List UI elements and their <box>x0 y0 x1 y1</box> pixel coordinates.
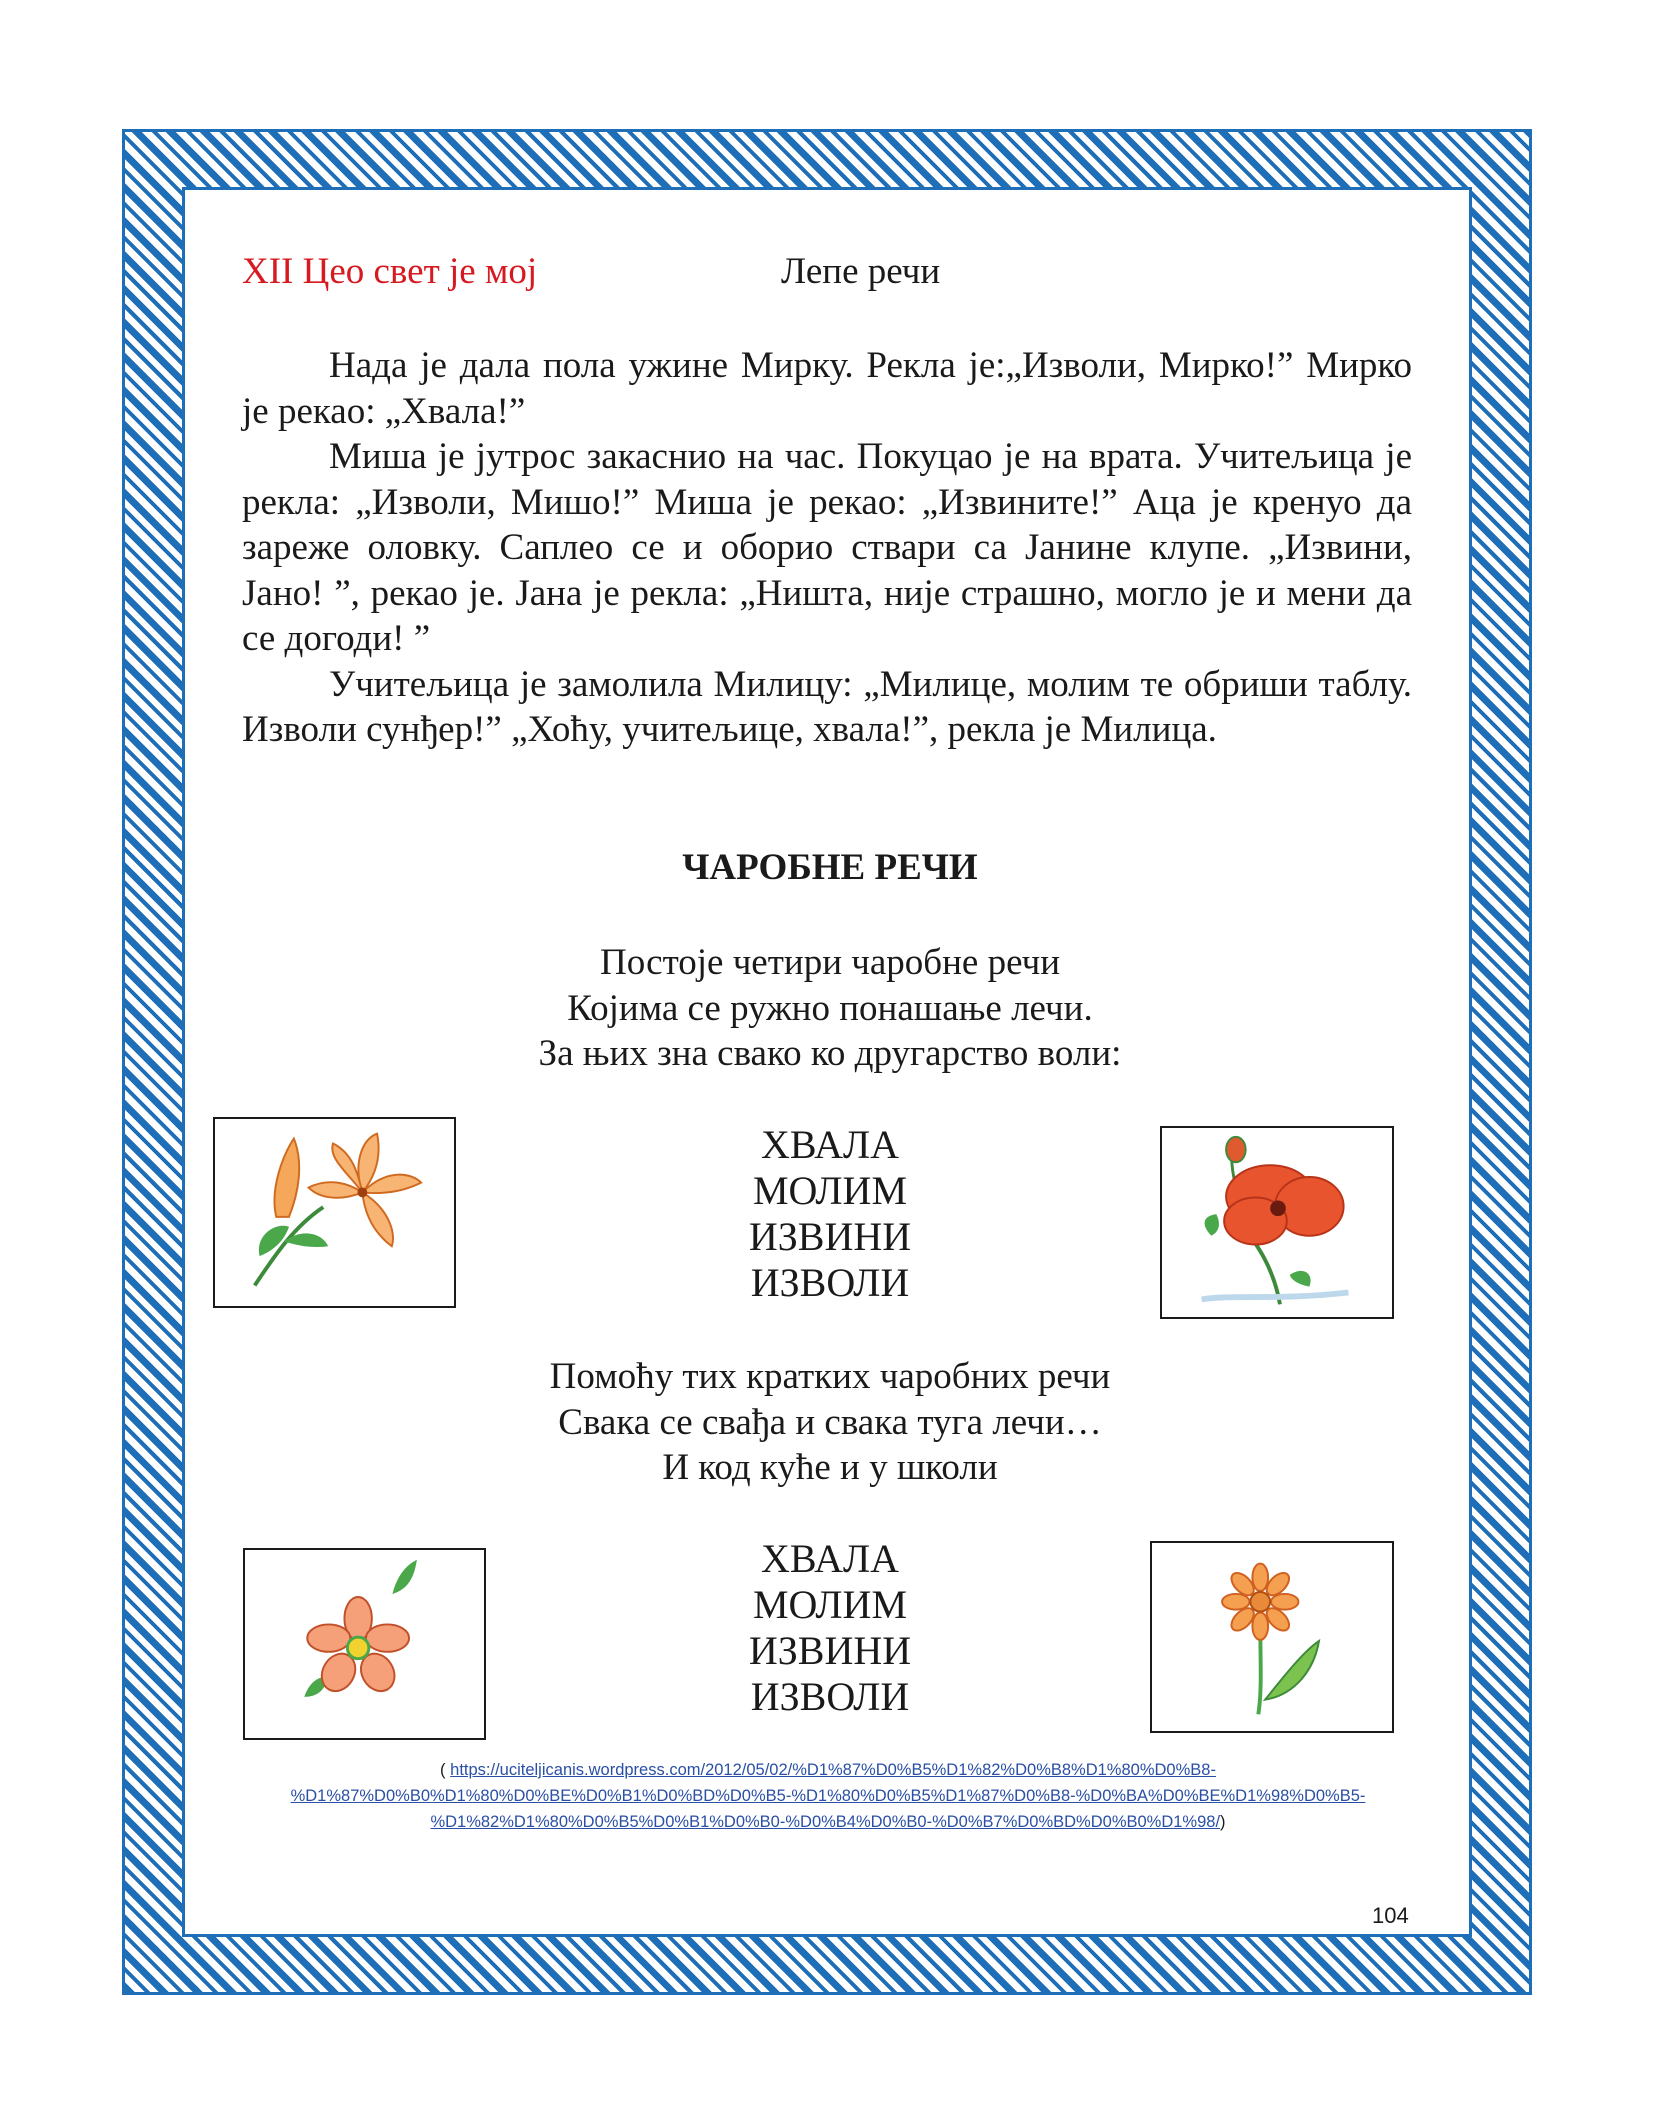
story-paragraph: Нада је дала пола ужине Мирку. Рекла је:„Изволи, Мирко!” Мирко је рекао: „Хвала!” <box>242 345 1412 432</box>
magic-word: ХВАЛА <box>761 1122 899 1167</box>
poem-line: Постоје четири чаробне речи <box>600 942 1060 983</box>
poem-line: Којима се ружно понашање лечи. <box>567 987 1093 1029</box>
poppy-icon <box>1162 1128 1392 1317</box>
magic-words-2 <box>440 1536 1220 1720</box>
magic-word: ИЗВИНИ <box>748 1628 912 1673</box>
poem-stanza-1 <box>440 940 1220 1077</box>
magic-word: МОЛИМ <box>752 1168 908 1213</box>
magic-word: ИЗВИНИ <box>748 1214 912 1259</box>
magic-word: ИЗВОЛИ <box>750 1674 910 1719</box>
poppy-picture <box>1160 1126 1394 1319</box>
source-citation <box>268 1757 1388 1835</box>
lesson-title: Лепе речи <box>781 251 941 292</box>
chapter-title: XII Цео свет је мој <box>242 251 538 292</box>
orange-flower-picture <box>1150 1541 1394 1733</box>
poem-line: И код куће и у школи <box>662 1447 998 1488</box>
story-paragraph: Миша је јутрос закаснио на час. Покуцао је на врата. Учитељица је рекла: „Изволи, Мишо!” Миша је рекао: „Извините!” Аца је кренуо да зареже оловку. Саплео се и оборио ствари са Јанине клупе. „Извини, Јано! ”, рекао је. Јана је рекла: „Ништа, није страшно, могло је и мени да се догоди! ” <box>242 436 1412 659</box>
poem-line: За њих зна свако ко другарство воли: <box>538 1033 1122 1074</box>
source-link[interactable]: %D1%82%D1%80%D0%B5%D0%B1%D0%B0-%D0%B4%D0%B0-%D0%B7%D0%BD%D0%B0%D1%98/ <box>430 1813 1221 1831</box>
lily-picture <box>213 1117 456 1308</box>
magic-word: ИЗВОЛИ <box>750 1260 910 1305</box>
magic-words-1 <box>440 1122 1220 1306</box>
story-paragraph: Учитељица је замолила Милицу: „Милице, молим те обриши таблу. Изволи сунђер!” „Хоћу, учитељице, хвала!”, рекла је Милица. <box>242 663 1412 750</box>
magic-word: МОЛИМ <box>752 1582 908 1627</box>
poem-title: ЧАРОБНЕ РЕЧИ <box>682 847 978 888</box>
source-link[interactable]: https://uciteljicanis.wordpress.com/2012/05/02/%D1%87%D0%B5%D1%82%D0%B8%D1%80%D0%B8- <box>450 1761 1216 1779</box>
daisy-picture <box>243 1548 486 1740</box>
source-open-paren: ( <box>440 1761 451 1779</box>
poem-line: Помоћу тих кратких чаробних речи <box>549 1356 1111 1397</box>
lily-icon <box>215 1119 454 1306</box>
daisy-icon <box>245 1550 484 1738</box>
source-close-paren: ) <box>1220 1813 1226 1831</box>
poem-line: Свака се свађа и свака туга лечи… <box>558 1401 1102 1443</box>
source-link[interactable]: %D1%87%D0%B0%D1%80%D0%BE%D0%B1%D0%BD%D0%B5-%D1%80%D0%B5%D1%87%D0%B8-%D0%BA%D0%BE%D1%98%D0%B5- <box>290 1787 1366 1805</box>
page-number: 104 <box>1372 1903 1409 1928</box>
story-text <box>242 343 1412 753</box>
magic-word: ХВАЛА <box>761 1536 899 1581</box>
orange-flower-icon <box>1152 1543 1392 1731</box>
poem-stanza-2 <box>440 1354 1220 1491</box>
